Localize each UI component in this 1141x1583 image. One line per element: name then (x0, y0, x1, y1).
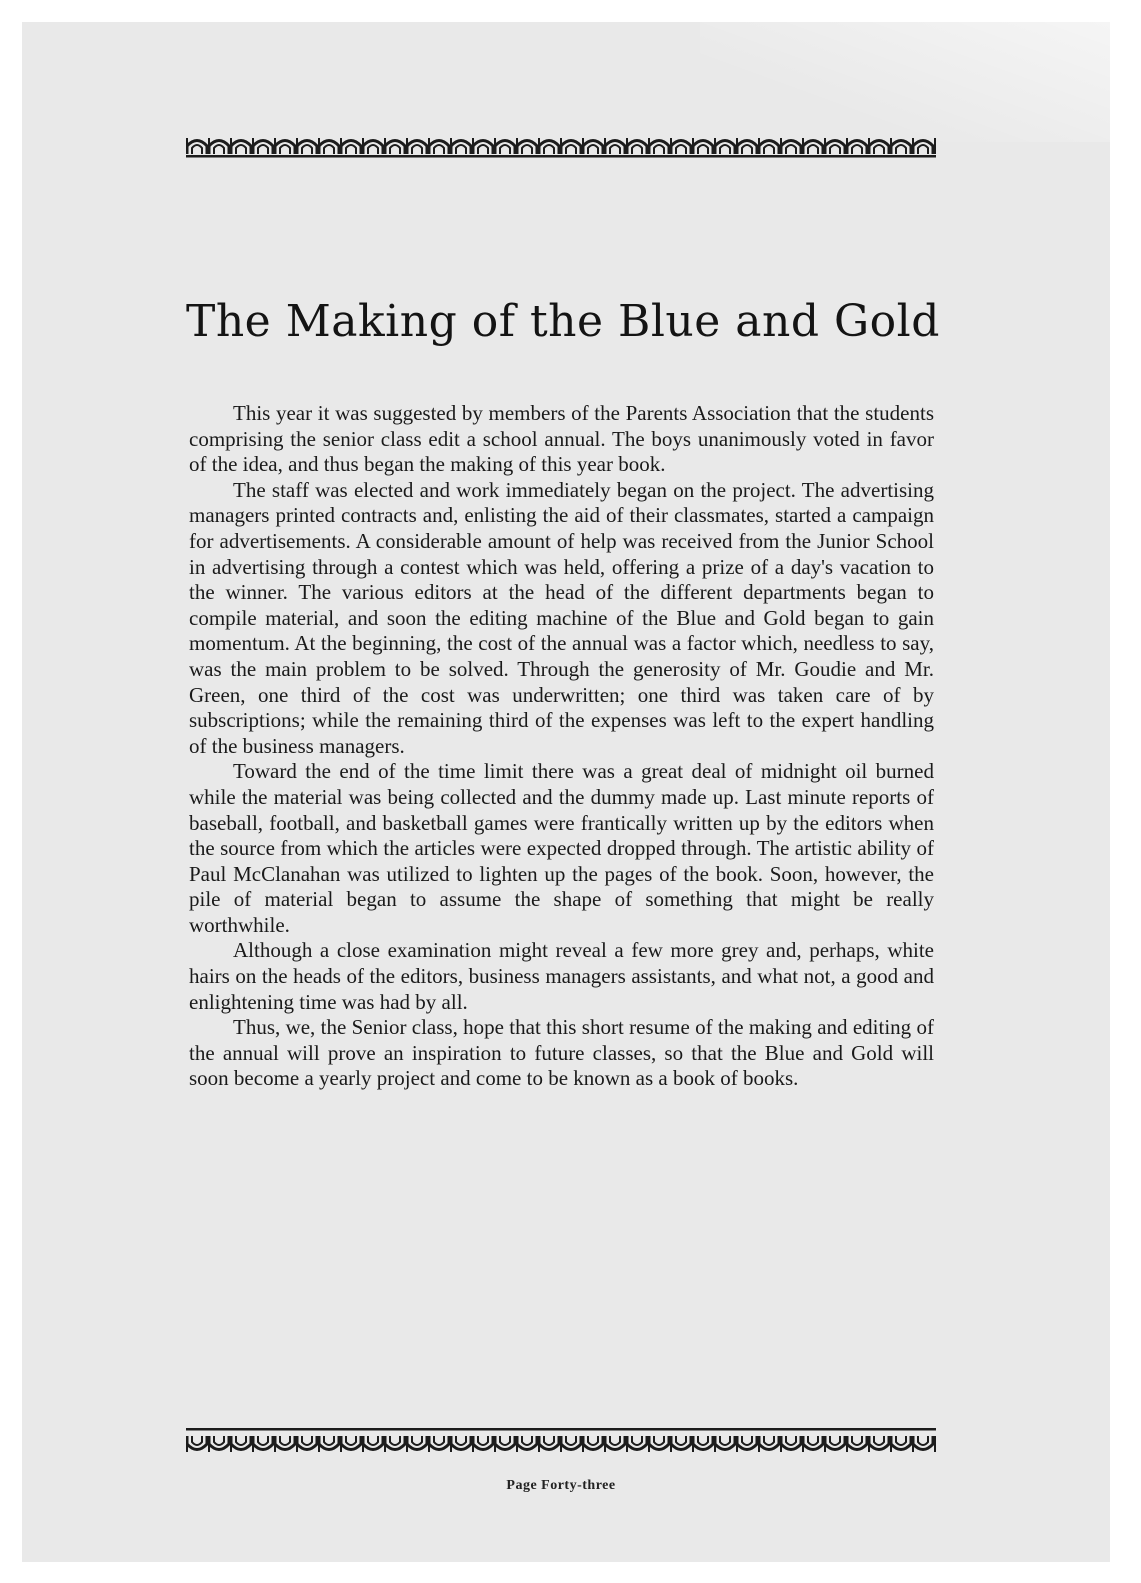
paragraph: Thus, we, the Senior class, hope that this short resume of the making and editing of the annual will prove an inspiration to future classes, so that the Blue and Gold will soon become a yearly project and come to be known as a book of books. (189, 1015, 934, 1091)
article-body (189, 401, 934, 1092)
paragraph: Although a close examination might reveal a few more grey and, perhaps, white hairs on the heads of the editors, business managers assistants, and what not, a good and enlightening time was had by all. (189, 938, 934, 1014)
scan-shading (700, 22, 1110, 142)
top-ornamental-border (186, 136, 936, 160)
page-number: Page Forty-three (506, 1478, 616, 1493)
paragraph: The staff was elected and work immediately began on the project. The advertising managers printed contracts and, enlisting the aid of their classmates, started a campaign for advertisements. A considerable amount of help was received from the Junior School in advertising through a contest which was held, offering a prize of a day's vacation to the winner. The various editors at the head of the different departments began to compile material, and soon the editing machine of the Blue and Gold began to gain momentum. At the beginning, the cost of the annual was a factor which, needless to say, was the main problem to be solved. Through the generosity of Mr. Goudie and Mr. Green, one third of the cost was underwritten; one third was taken care of by subscriptions; while the remaining third of the expenses was left to the expert handling of the business managers. (189, 477, 934, 758)
bottom-ornamental-border (186, 1428, 936, 1454)
page-title: The Making of the Blue and Gold (186, 296, 940, 347)
paragraph: Toward the end of the time limit there was a great deal of midnight oil burned while the material was being collected and the dummy made up. Last minute reports of baseball, football, and basketball games were frantically written up by the editors when the source from which the articles were expected dropped through. The artistic ability of Paul McClanahan was utilized to lighten up the pages of the book. Soon, however, the pile of material began to assume the shape of something that might be really worthwhile. (189, 759, 934, 937)
paragraph: This year it was suggested by members of the Parents Association that the students comprising the senior class edit a school annual. The boys unanimously voted in favor of the idea, and thus began the making of this year book. (189, 401, 934, 477)
